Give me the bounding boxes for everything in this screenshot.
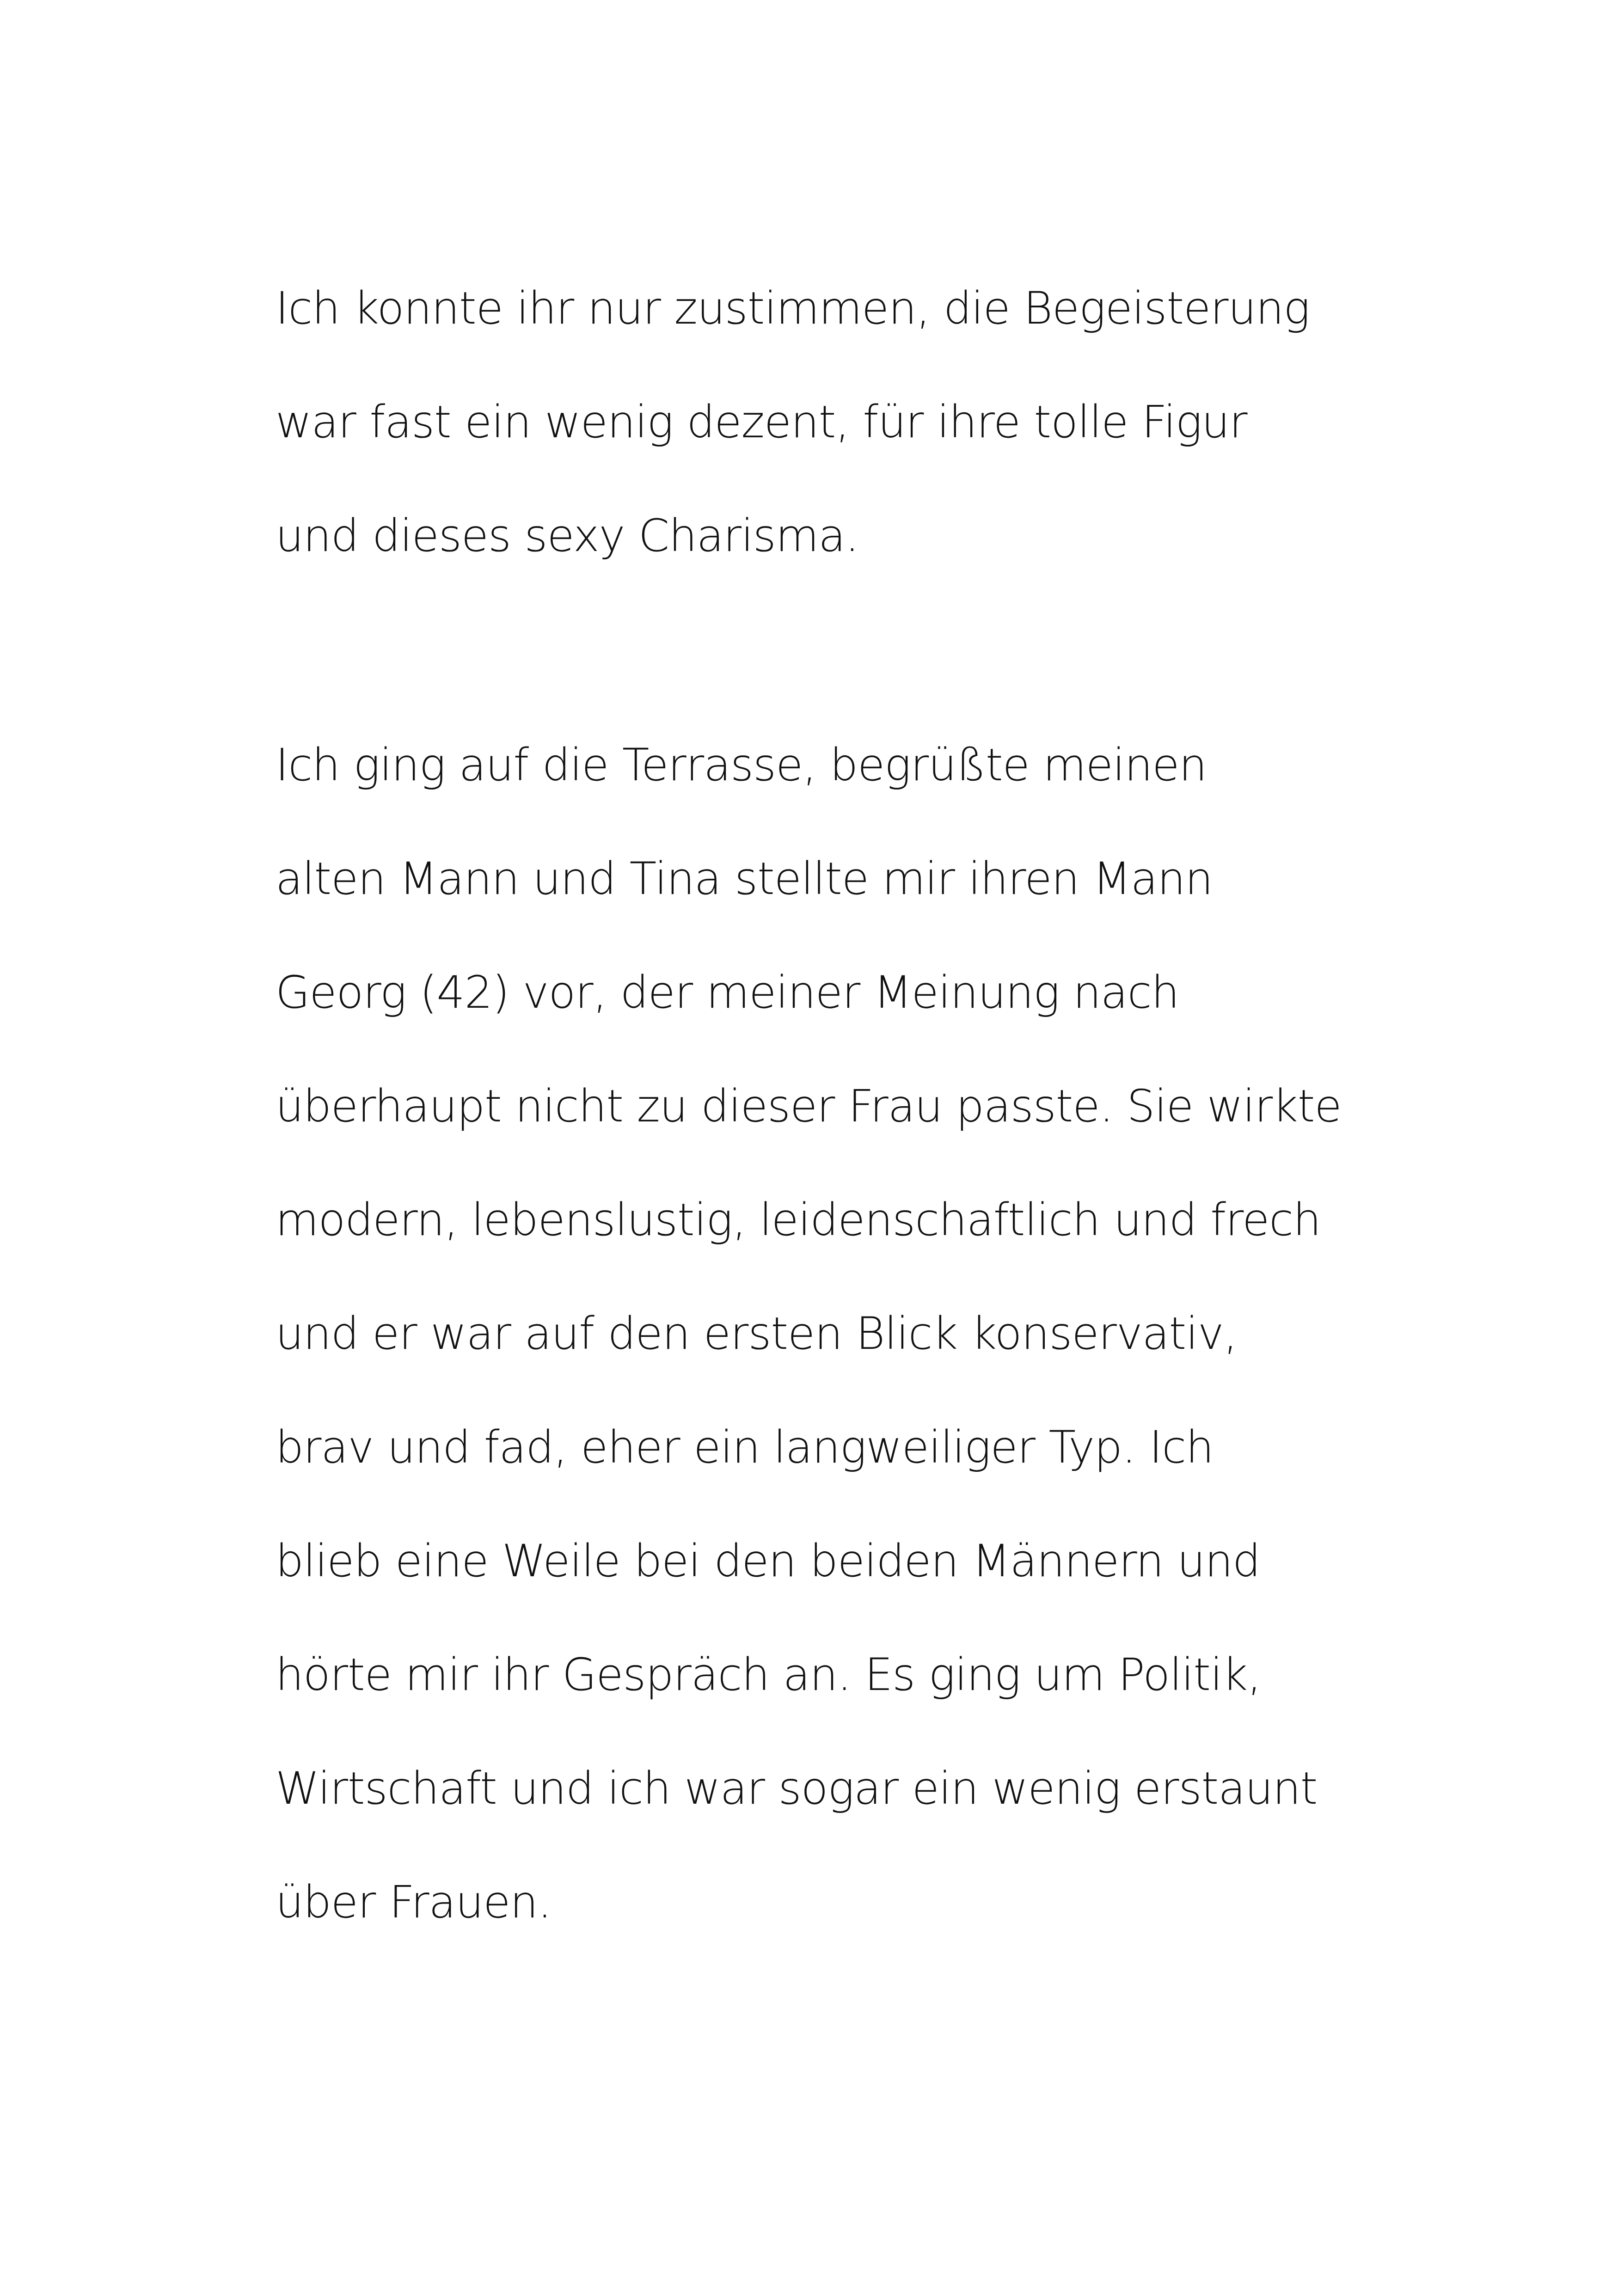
text-line: und dieses sexy Charisma. <box>276 510 859 562</box>
paragraph-1 <box>276 251 1431 593</box>
text-line: Ich ging auf die Terrasse, begrüßte meinen <box>276 739 1207 791</box>
text-line: war fast ein wenig dezent, für ihre tolle Figur <box>276 396 1247 448</box>
text-line: modern, lebenslustig, leidenschaftlich und frech <box>276 1194 1321 1246</box>
text-line: alten Mann und Tina stellte mir ihren Mann <box>276 853 1213 905</box>
text-line: und er war auf den ersten Blick konservativ, <box>276 1308 1238 1359</box>
text-line: Wirtschaft und ich war sogar ein wenig erstaunt <box>276 1763 1318 1814</box>
text-line: Ich konnte ihr nur zustimmen, die Begeisterung <box>276 282 1310 334</box>
paragraph-2 <box>276 708 1431 1959</box>
text-line: Georg (42) vor, der meiner Meinung nach <box>276 967 1179 1018</box>
text-line: blieb eine Weile bei den beiden Männern und <box>276 1535 1260 1587</box>
text-line: brav und fad, eher ein langweiliger Typ. Ich <box>276 1421 1214 1473</box>
text-line: überhaupt nicht zu dieser Frau passte. Sie wirkte <box>276 1080 1342 1132</box>
text-line: über Frauen. <box>276 1876 552 1928</box>
text-line: hörte mir ihr Gespräch an. Es ging um Politik, <box>276 1649 1261 1701</box>
